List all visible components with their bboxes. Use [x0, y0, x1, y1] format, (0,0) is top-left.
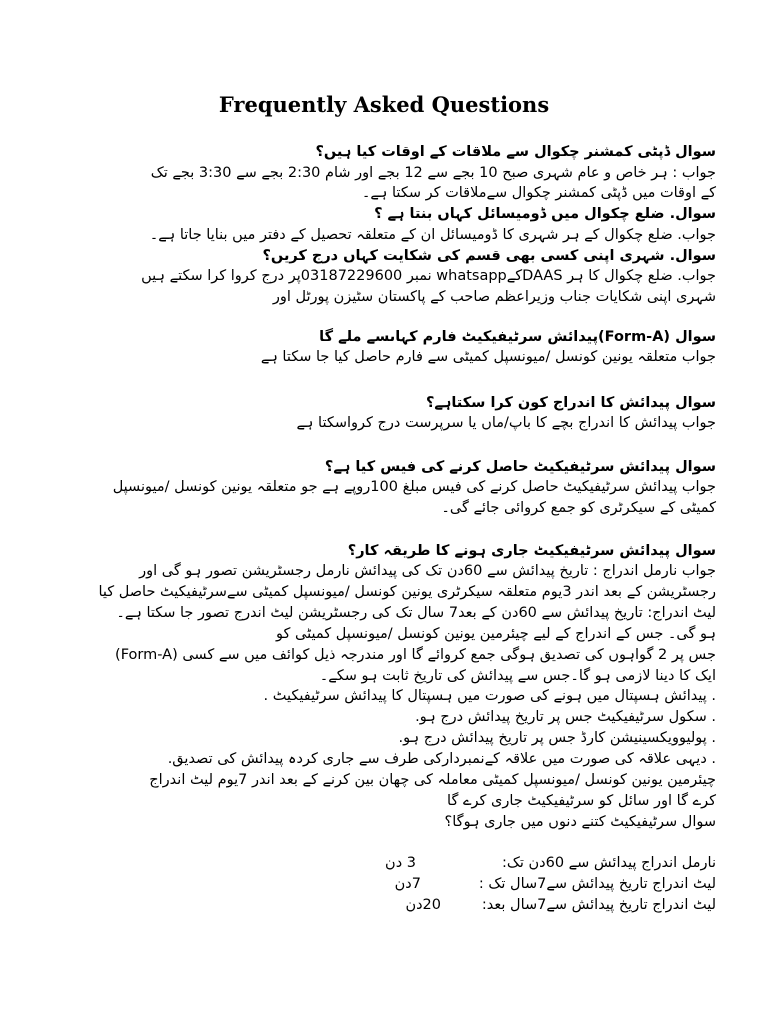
- question-birth-form: سوال (Form-A)پیدائش سرٹیفیکیٹ فارم کہاںسے ملے گا: [319, 329, 716, 345]
- question-meeting-hours: سوال ڈپٹی کمشنر چکوال سے ملاقات کے اوقات کیا ہیں؟: [315, 144, 716, 160]
- timeline-label: لیٹ اندراج تاریخ پیدائش سے7سال تک :: [478, 876, 716, 892]
- answer-line: لیٹ اندراج: تاریخ پیدائش سے 60دن کے بعد7 سال تک کی رجسٹریشن لیٹ اندرج تصور جا سکتا ہے۔: [116, 605, 716, 621]
- answer-line: جواب پیدائش کا اندراج بچے کا باپ/ماں یا سرپرست درج کرواسکتا ہے: [296, 415, 716, 431]
- timeline-value: 3 دن: [385, 855, 416, 871]
- timeline-label: نارمل اندراج پیدائش سے 60دن تک:: [501, 855, 716, 871]
- answer-line: کے اوقات میں ڈپٹی کمشنر چکوال سےملاقات کر سکتا ہے۔: [361, 185, 716, 201]
- list-item: . سکول سرٹیفیکیٹ جس پر تاریخ پیدائش درج ہو.: [415, 709, 716, 725]
- answer-line: کرے گا اور سائل کو سرٹیفیکیٹ جاری کرے گا: [447, 793, 716, 809]
- question-issue-days: سوال سرٹیفیکیٹ کتنے دنوں میں جاری ہوگا؟: [444, 814, 716, 830]
- answer-line: جواب. ضلع چکوال کے ہر شہری کا ڈومیسائل ان کے متعلقہ تحصیل کے دفتر میں بنایا جاتا ہے۔: [149, 227, 716, 243]
- answer-line: ہو گی۔ جس کے اندراج کے لیے چیئرمین یونین کونسل /میونسپل کمیٹی کو: [276, 626, 716, 642]
- list-item: . پولیوویکسینیشن کارڈ جس پر تاریخ پیدائش درج ہو.: [398, 730, 716, 746]
- answer-line: جواب متعلقہ یونین کونسل /میونسپل کمیٹی سے فارم حاصل کیا جا سکتا ہے: [260, 349, 716, 365]
- question-domicile: سوال. ضلع چکوال میں ڈومیسائل کہاں بنتا ہے ؟: [374, 206, 716, 222]
- answer-line: چیئرمین یونین کونسل /میونسپل کمیٹی معاملہ کی چھان بین کرنے کے بعد اندر 7یوم لیٹ اندراج: [149, 772, 716, 788]
- answer-line: جواب : ہر خاص و عام شہری صبح 10 بجے سے 12 بجے اور شام 2:30 بجے سے 3:30 بجے تک: [150, 165, 716, 181]
- timeline-value: 20دن: [405, 897, 441, 913]
- answer-line: جس پر 2 گواہوں کی تصدیق ہوگی جمع کروائے گا اور مندرجہ ذیل کوائف میں سے کسی (Form-A): [115, 647, 716, 663]
- answer-line: جواب نارمل اندراج : تاریخ پیدائش سے 60دن تک کی پیدائش نارمل رجسٹریشن تصور ہو گی اور: [139, 563, 716, 579]
- answer-line: کمیٹی کے سیکرٹری کو جمع کروائی جائے گی۔: [441, 500, 716, 516]
- question-complaint: سوال. شہری اپنی کسی بھی قسم کی شکایت کہاں درج کریں؟: [262, 248, 716, 264]
- answer-line: رجسٹریشن کے بعد اندر 3یوم متعلقہ سیکرٹری یونین کونسل /میونسپل کمیٹی سےسرٹیفیکیٹ حاصل کیا: [98, 584, 716, 600]
- timeline-value: 7دن: [394, 876, 421, 892]
- question-fee: سوال پیدائش سرٹیفیکیٹ حاصل کرنے کی فیس کیا ہے؟: [324, 459, 716, 475]
- answer-line: جواب. ضلع چکوال کا ہر DAASکےwhatsapp نمبر 03187229600پر درج کروا کرا سکتے ہیں: [141, 268, 716, 284]
- list-item: . دیہی علاقہ کی صورت میں علاقہ کےنمبردارکی طرف سے جاری کردہ پیدائش کی تصدیق.: [167, 751, 716, 767]
- answer-line: شہری اپنی شکایات جناب وزیراعظم صاحب کے پاکستان سٹیزن پورٹل اور: [272, 289, 716, 305]
- list-item: . پیدائش ہسپتال میں ہونے کی صورت میں ہسپتال کا پیدائش سرٹیفیکیٹ .: [263, 688, 716, 704]
- question-who-registers: سوال پیدائش کا اندراج کون کرا سکتاہے؟: [425, 395, 716, 411]
- page-title: Frequently Asked Questions: [218, 92, 550, 117]
- answer-line: ایک کا دینا لازمی ہو گا۔جس سے پیدائش کی تاریخ ثابت ہو سکے۔: [319, 668, 716, 684]
- answer-line: جواب پیدائش سرٹیفیکیٹ حاصل کرنے کی فیس مبلغ 100روپے ہے جو متعلقہ یونین کونسل /میونسپل: [112, 479, 716, 495]
- question-procedure: سوال پیدائش سرٹیفیکیٹ جاری ہونے کا طریقہ کار؟: [347, 543, 716, 559]
- timeline-label: لیٹ اندراج تاریخ پیدائش سے7سال بعد:: [481, 897, 716, 913]
